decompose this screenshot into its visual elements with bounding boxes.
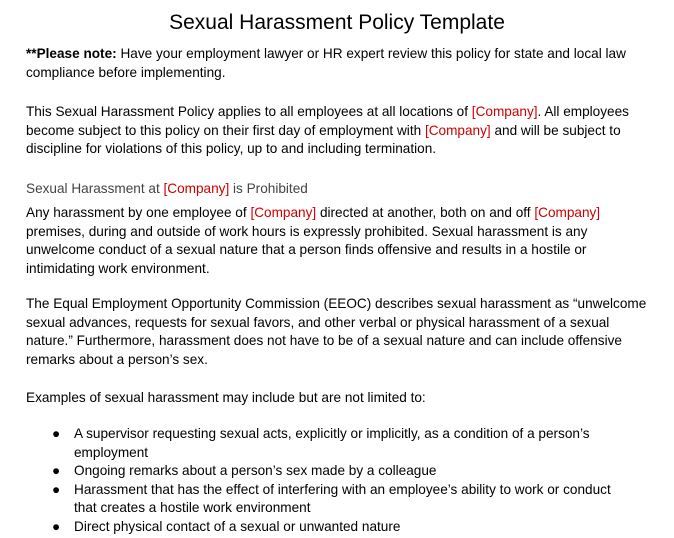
list-item <box>0 462 634 481</box>
harassment-prohibited-paragraph <box>26 204 656 278</box>
bullet-icon: ● <box>52 518 61 534</box>
list-item-text: Ongoing remarks about a person’s sex made by a colleague <box>74 463 437 478</box>
list-item-text: A supervisor requesting sexual acts, explicitly or implicitly, as a condition of a person’s employment <box>74 426 590 460</box>
list-item-text: Harassment that has the effect of interfering with an employee’s ability to work or conduct that creates a hostile work environment <box>74 481 611 515</box>
please-note-paragraph <box>26 45 656 82</box>
eeoc-paragraph: The Equal Employment Opportunity Commission (EEOC) describes sexual harassment as “unwelcome sexual advances, requests for sexual favors, and other verbal or physical harassment of a sexual nature.” Furthermore, harassment does not have to be of a sexual nature and can include offensive remarks about a person’s sex. <box>26 296 647 367</box>
para1-text-3: premises, during and outside of work hours is expressly prohibited. Sexual harassment is any unwelcome conduct of a sexual nature that a person finds offensive and results in a hostile or intimidating work environment. <box>26 223 588 276</box>
please-note-text: Have your employment lawyer or HR expert review this policy for state and local law compliance before implementing. <box>26 46 626 80</box>
company-placeholder: [Company] <box>424 122 491 138</box>
please-note-label: **Please note: <box>26 46 117 61</box>
section-heading-text-1: Sexual Harassment at <box>26 181 164 196</box>
para1-text-2: directed at another, both on and off <box>316 205 535 220</box>
section-heading <box>26 180 656 199</box>
company-placeholder: [Company] <box>163 181 230 196</box>
list-item <box>0 518 634 537</box>
section-heading-text-2: is Prohibited <box>229 181 308 196</box>
examples-list <box>0 425 674 536</box>
document-title: Sexual Harassment Policy Template <box>169 11 505 34</box>
intro-text-1: This Sexual Harassment Policy applies to all employees at all locations of <box>26 104 472 119</box>
bullet-icon: ● <box>52 426 61 441</box>
list-item <box>0 425 634 462</box>
intro-paragraph <box>26 103 656 159</box>
examples-intro: Examples of sexual harassment may include but are not limited to: <box>26 390 426 405</box>
list-item-text: Direct physical contact of a sexual or unwanted nature <box>74 518 401 534</box>
para1-text-1: Any harassment by one employee of <box>26 205 251 220</box>
company-placeholder: [Company] <box>250 205 317 220</box>
list-item <box>0 481 634 518</box>
intro-text-2: . All employees become subject to this policy on their first day of employment with <box>26 104 629 138</box>
company-placeholder: [Company] <box>534 205 601 220</box>
intro-text-3: and will be subject to discipline for violations of this policy, up to and including termination. <box>26 122 621 156</box>
bullet-icon: ● <box>52 463 61 478</box>
bullet-icon: ● <box>52 481 61 497</box>
company-placeholder: [Company] <box>471 104 538 119</box>
